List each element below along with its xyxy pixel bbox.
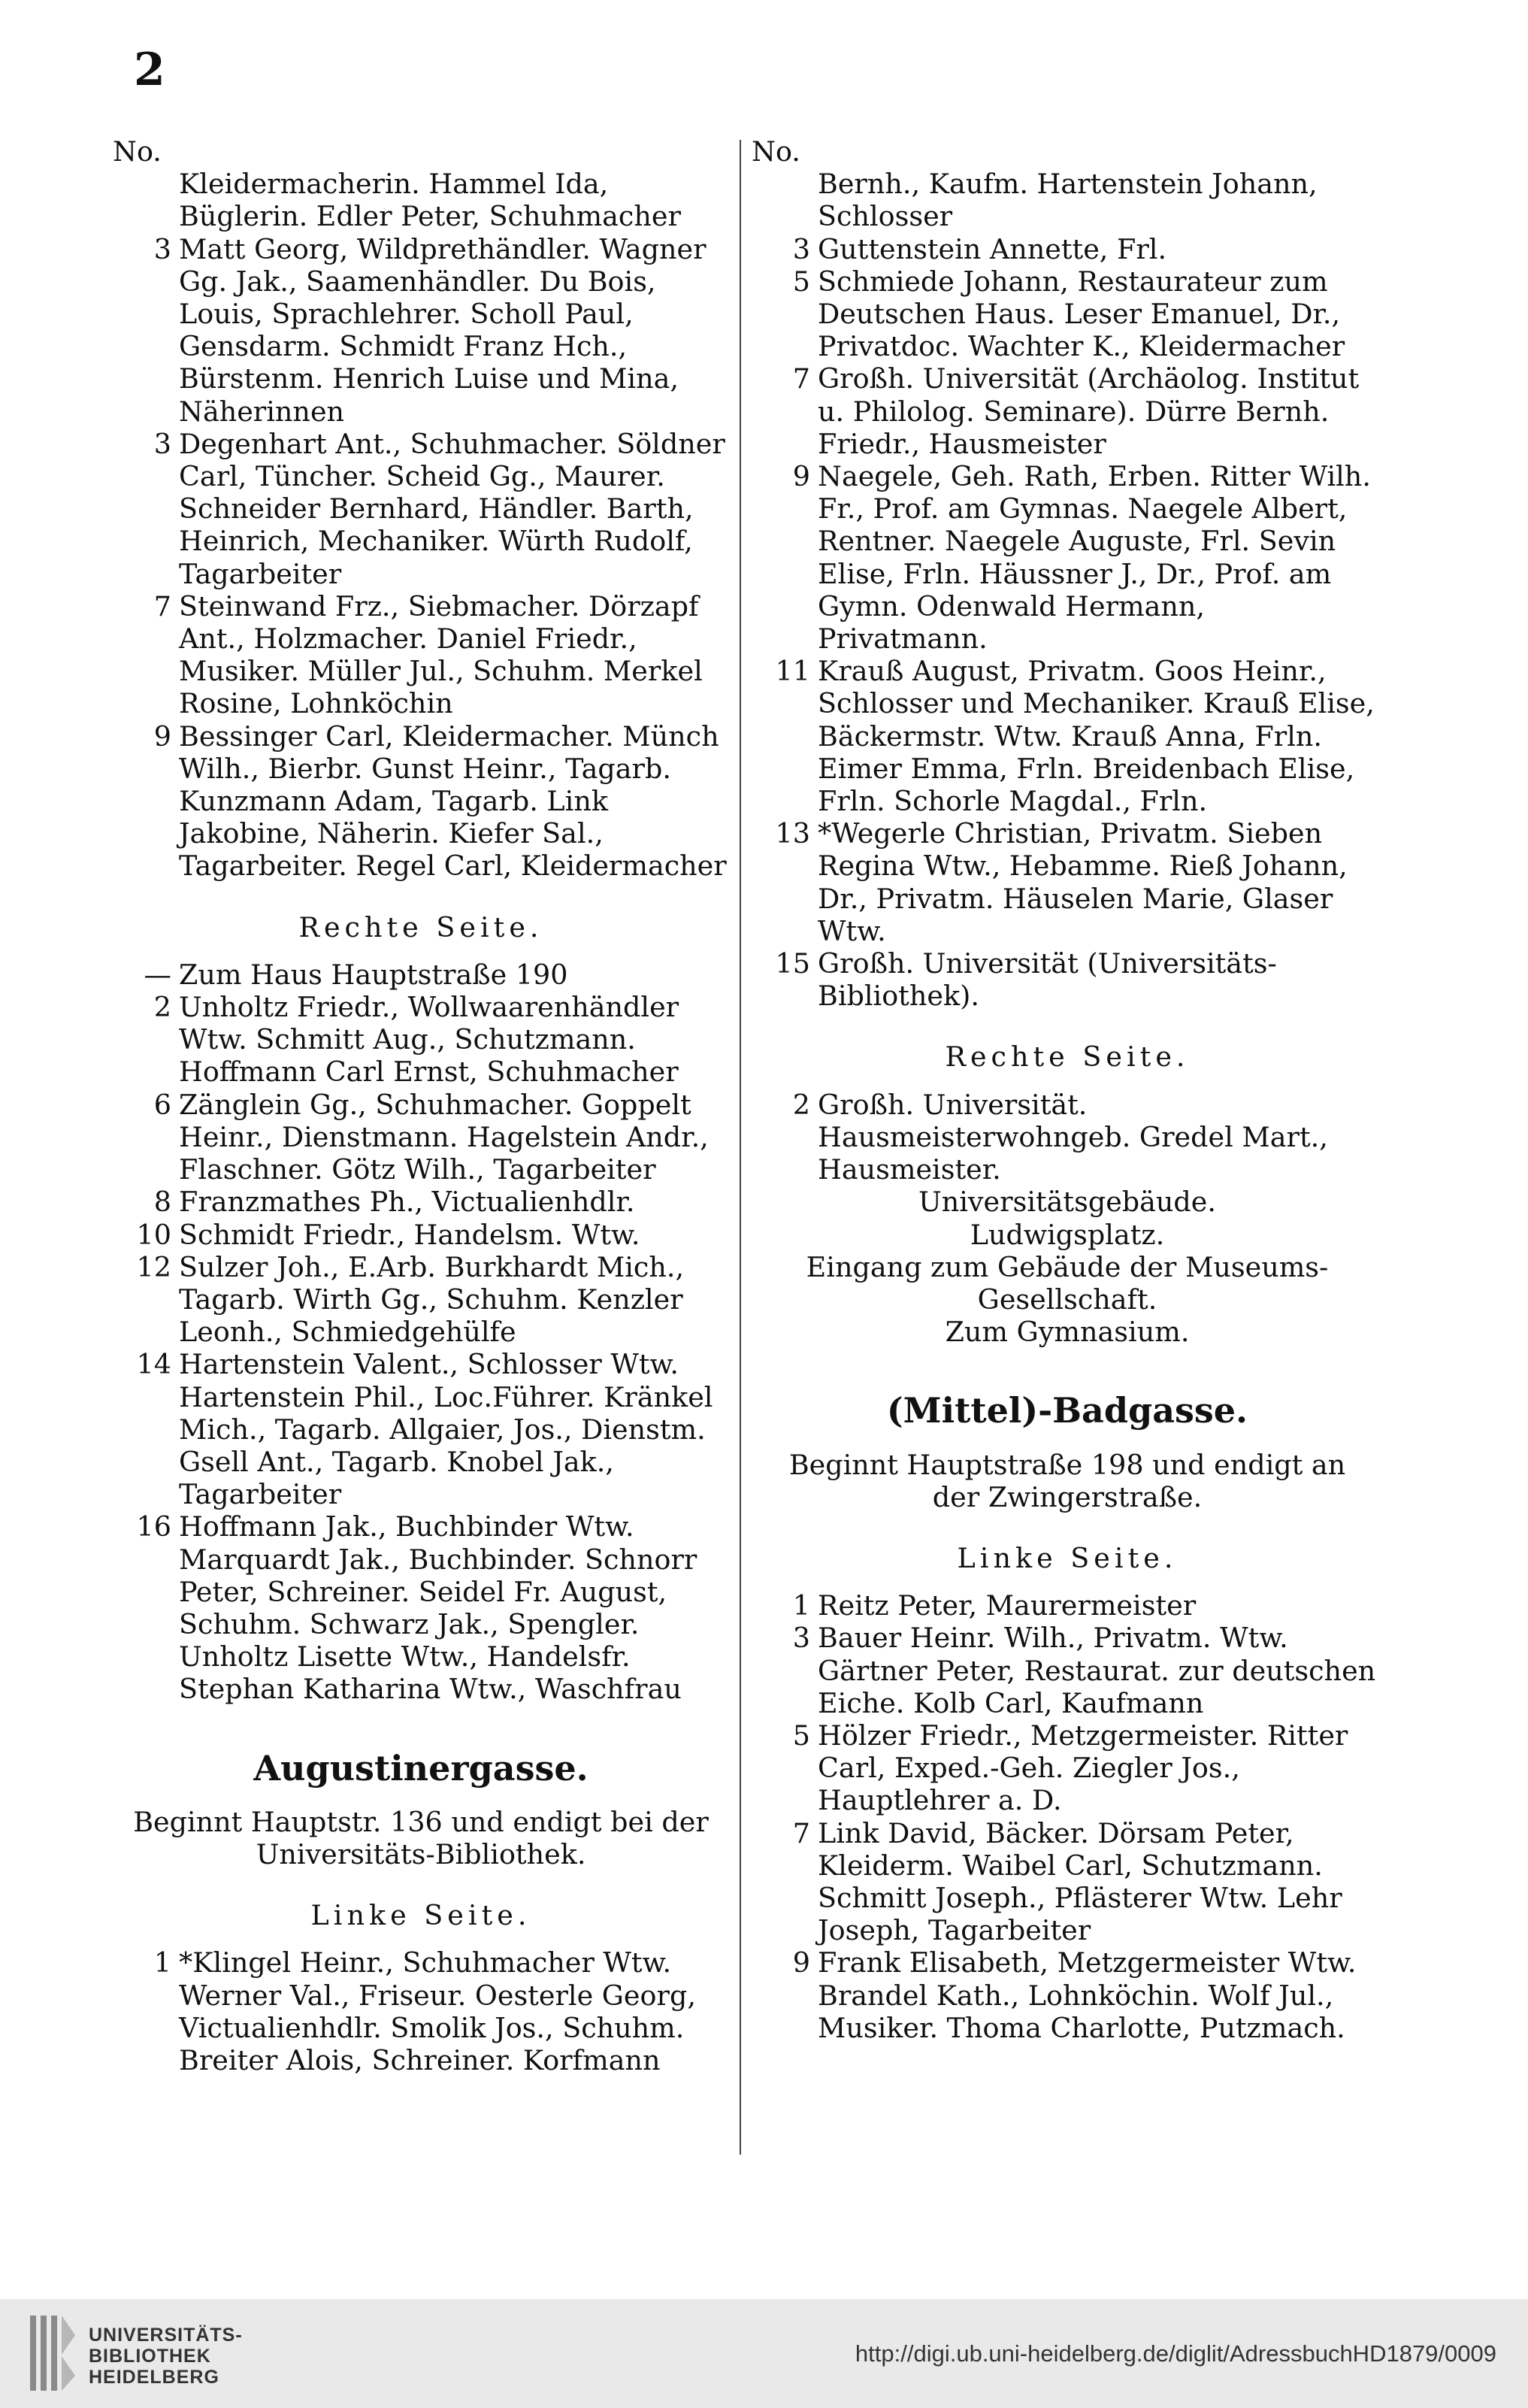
entry-text: Krauß August, Privatm. Goos Heinr., Schlosser und Mechaniker. Krauß Elise, Bäckermstr. Wtw. Krauß Anna, Frln. Eimer Emma, Frln. Breidenbach Elise, Frln. Schorle Magdal., Frln. xyxy=(818,655,1375,818)
address-entry xyxy=(113,1510,729,1705)
address-entry xyxy=(752,817,1383,947)
center-line: Zum Gymnasium. xyxy=(945,1316,1190,1349)
entry-text: Zänglein Gg., Schuhmacher. Goppelt Heinr., Dienstmann. Hagelstein Andr., Flaschner. Götz Wilh., Tagarbeiter xyxy=(179,1088,709,1186)
address-entry xyxy=(113,168,729,232)
house-number: 7 xyxy=(792,1816,810,1849)
source-url-link[interactable]: http://digi.ub.uni-heidelberg.de/diglit/AdressbuchHD1879/0009 xyxy=(855,2340,1496,2367)
address-entry xyxy=(752,1719,1383,1817)
library-name xyxy=(89,2325,243,2388)
entry-text: Naegele, Geh. Rath, Erben. Ritter Wilh. Fr., Prof. am Gymnas. Naegele Albert, Rentner. Naegele Auguste, Frl. Sevin Elise, Frln. Häussner J., Dr., Prof. am Gymn. Odenwald Hermann, Privatmann. xyxy=(818,460,1371,656)
house-number: 7 xyxy=(792,362,810,395)
address-entry xyxy=(113,1089,729,1186)
house-number: 3 xyxy=(153,427,171,460)
address-entry xyxy=(752,362,1383,460)
entry-text: Großh. Universität (Archäolog. Institut u. Philolog. Seminare). Dürre Bernh. Friedr., Hausmeister xyxy=(818,362,1360,460)
entry-list-left-3 xyxy=(113,1946,729,2076)
entry-text: Schmidt Friedr., Handelsm. Wtw. xyxy=(179,1218,640,1251)
library-name-line: UNIVERSITÄTS- xyxy=(89,2325,243,2346)
house-number: 1 xyxy=(792,1589,810,1622)
address-entry xyxy=(752,1946,1383,2044)
house-number: 2 xyxy=(153,991,171,1024)
address-entry xyxy=(752,460,1383,655)
entry-text: Kleidermacherin. Hammel Ida, Büglerin. Edler Peter, Schuhmacher xyxy=(179,168,681,233)
house-number: 8 xyxy=(153,1186,171,1219)
house-number: 14 xyxy=(136,1348,171,1381)
entry-text: Guttenstein Annette, Frl. xyxy=(818,232,1167,265)
section-heading-linke-seite: Linke Seite. xyxy=(957,1541,1178,1574)
house-number: 5 xyxy=(792,265,810,298)
entry-text: *Klingel Heinr., Schuhmacher Wtw. Werner Val., Friseur. Oesterle Georg, Victualienhdlr. Smolik Jos., Schuhm. Breiter Alois, Schreiner. Korfmann xyxy=(179,1946,696,2076)
house-number: 3 xyxy=(792,1622,810,1655)
house-number: 15 xyxy=(775,947,810,980)
address-entry xyxy=(113,1186,729,1218)
entry-text: Hartenstein Valent., Schlosser Wtw. Hartenstein Phil., Loc.Führer. Kränkel Mich., Tagarb. Allgaier, Jos., Dienstm. Gsell Ant., Tagarb. Knobel Jak., Tagarbeiter xyxy=(179,1348,713,1511)
entry-text: Hölzer Friedr., Metzgermeister. Ritter Carl, Exped.-Geh. Ziegler Jos., Hauptlehrer a. D. xyxy=(818,1719,1348,1817)
house-number: 10 xyxy=(136,1218,171,1251)
entry-text: Franzmathes Ph., Victualienhdlr. xyxy=(179,1186,635,1219)
entry-text: Hoffmann Jak., Buchbinder Wtw. Marquardt Jak., Buchbinder. Schnorr Peter, Schreiner. Seidel Fr. August, Schuhm. Schwarz Jak., Spengler. Unholtz Lisette Wtw., Handelsfr. Stephan Katharina Wtw., Waschfrau xyxy=(179,1510,697,1706)
center-line: Eingang zum Gebäude der Museums-Gesellschaft. xyxy=(806,1250,1329,1316)
entry-text: *Wegerle Christian, Privatm. Sieben Regina Wtw., Hebamme. Rieß Johann, Dr., Privatm. Häuselen Marie, Glaser Wtw. xyxy=(818,817,1348,947)
address-entry xyxy=(113,428,729,590)
address-entry xyxy=(113,1348,729,1510)
address-entry xyxy=(113,1946,729,2076)
entry-text: Link David, Bäcker. Dörsam Peter, Kleiderm. Waibel Carl, Schutzmann. Schmitt Joseph., Pflästerer Wtw. Lehr Joseph, Tagarbeiter xyxy=(818,1816,1342,1947)
house-number: 11 xyxy=(775,655,810,688)
house-number: 6 xyxy=(153,1088,171,1121)
house-number: 9 xyxy=(792,1946,810,1979)
house-number: 2 xyxy=(792,1088,810,1121)
address-entry xyxy=(752,265,1383,363)
address-entry xyxy=(752,1589,1383,1622)
entry-text: Degenhart Ant., Schuhmacher. Söldner Carl, Tüncher. Scheid Gg., Maurer. Schneider Bernhard, Händler. Barth, Heinrich, Mechaniker. Würth Rudolf, Tagarbeiter xyxy=(179,427,725,590)
center-line: Universitätsgebäude. xyxy=(918,1186,1216,1219)
house-number: 13 xyxy=(775,817,810,850)
street-intro: Beginnt Hauptstr. 136 und endigt bei der Universitäts-Bibliothek. xyxy=(133,1805,709,1870)
house-number: 7 xyxy=(153,589,171,622)
library-name-line: HEIDELBERG xyxy=(89,2367,219,2388)
address-entry xyxy=(113,720,729,883)
footer-bar xyxy=(0,2299,1528,2408)
address-entry xyxy=(113,1251,729,1349)
address-entry xyxy=(752,1817,1383,1947)
address-entry xyxy=(752,233,1383,265)
entry-list-right-2 xyxy=(752,1089,1383,1186)
entry-list-right-1 xyxy=(752,168,1383,1012)
street-intro: Beginnt Hauptstraße 198 und endigt an der Zwingerstraße. xyxy=(788,1448,1346,1513)
right-column xyxy=(752,135,1383,2044)
column-header: No. xyxy=(113,135,162,168)
entry-list-left-2 xyxy=(113,959,729,1706)
address-entry xyxy=(752,168,1383,232)
left-column xyxy=(113,135,729,2076)
entry-list-left-1 xyxy=(113,168,729,882)
column-header: No. xyxy=(752,135,800,168)
column-divider xyxy=(740,140,741,2155)
address-entry xyxy=(113,1219,729,1251)
entry-text: Großh. Universität (Universitäts-Bibliothek). xyxy=(818,947,1277,1013)
page-number: 2 xyxy=(134,44,165,96)
center-line: Ludwigsplatz. xyxy=(970,1218,1165,1251)
house-number: 16 xyxy=(136,1510,171,1543)
section-heading-rechte-seite: Rechte Seite. xyxy=(945,1040,1190,1074)
house-number: 3 xyxy=(153,232,171,265)
entry-list-right-3 xyxy=(752,1589,1383,2044)
library-name-line: BIBLIOTHEK xyxy=(89,2346,211,2367)
library-logo-icon xyxy=(26,2313,80,2395)
entry-text: Zum Haus Hauptstraße 190 xyxy=(179,958,568,991)
house-number: — xyxy=(144,958,171,991)
entry-text: Sulzer Joh., E.Arb. Burkhardt Mich., Tagarb. Wirth Gg., Schuhm. Kenzler Leonh., Schmiedgehülfe xyxy=(179,1250,685,1349)
house-number: 1 xyxy=(153,1946,171,1979)
house-number: 12 xyxy=(136,1250,171,1283)
entry-text: Großh. Universität. Hausmeisterwohngeb. Gredel Mart., Hausmeister. xyxy=(818,1088,1328,1186)
address-entry xyxy=(113,991,729,1089)
entry-text: Reitz Peter, Maurermeister xyxy=(818,1589,1197,1622)
address-entry xyxy=(113,590,729,720)
address-entry xyxy=(752,1622,1383,1719)
section-heading-rechte-seite: Rechte Seite. xyxy=(298,910,543,944)
entry-text: Steinwand Frz., Siebmacher. Dörzapf Ant., Holzmacher. Daniel Friedr., Musiker. Müller Jul., Schuhm. Merkel Rosine, Lohnköchin xyxy=(179,589,703,720)
house-number: 5 xyxy=(792,1719,810,1752)
entry-text: Frank Elisabeth, Metzgermeister Wtw. Brandel Kath., Lohnköchin. Wolf Jul., Musiker. Thoma Charlotte, Putzmach. xyxy=(818,1946,1357,2044)
house-number: 9 xyxy=(153,719,171,753)
entry-text: Unholtz Friedr., Wollwaarenhändler Wtw. Schmitt Aug., Schutzmann. Hoffmann Carl Ernst, Schuhmacher xyxy=(179,991,679,1089)
section-heading-linke-seite: Linke Seite. xyxy=(310,1899,531,1932)
address-entry xyxy=(113,959,729,991)
entry-text: Schmiede Johann, Restaurateur zum Deutschen Haus. Leser Emanuel, Dr., Privatdoc. Wachter K., Kleidermacher xyxy=(818,265,1345,363)
street-title-augustinergasse: Augustinergasse. xyxy=(253,1747,589,1789)
address-entry xyxy=(752,655,1383,817)
house-number: 9 xyxy=(792,460,810,493)
address-entry xyxy=(752,947,1383,1012)
entry-text: Matt Georg, Wildprethändler. Wagner Gg. Jak., Saamenhändler. Du Bois, Louis, Sprachlehrer. Scholl Paul, Gensdarm. Schmidt Franz Hch., Bürstenm. Henrich Luise und Mina, Näherinnen xyxy=(179,232,707,428)
house-number: 3 xyxy=(792,232,810,265)
address-entry xyxy=(752,1089,1383,1186)
street-title-badgasse: (Mittel)-Badgasse. xyxy=(886,1390,1248,1431)
entry-text: Bauer Heinr. Wilh., Privatm. Wtw. Gärtner Peter, Restaurat. zur deutschen Eiche. Kolb Carl, Kaufmann xyxy=(818,1622,1376,1719)
entry-text: Bernh., Kaufm. Hartenstein Johann, Schlosser xyxy=(818,168,1318,233)
address-entry xyxy=(113,233,729,428)
entry-text: Bessinger Carl, Kleidermacher. Münch Wilh., Bierbr. Gunst Heinr., Tagarb. Kunzmann Adam, Tagarb. Link Jakobine, Näherin. Kiefer Sal., Tagarbeiter. Regel Carl, Kleidermacher xyxy=(179,719,727,883)
